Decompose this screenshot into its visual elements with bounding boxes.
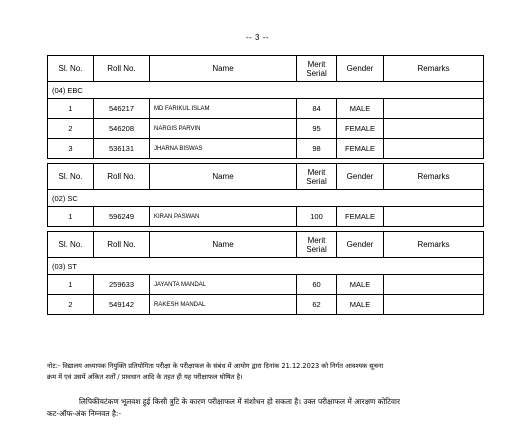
cell-sl-no: 3 [48, 139, 94, 159]
cell-remarks [384, 139, 484, 159]
results-table [47, 55, 484, 315]
header-gender: Gender [337, 164, 384, 190]
header-merit-line2: Serial [306, 176, 327, 186]
cell-sl-no: 1 [48, 99, 94, 119]
cell-gender: FEMALE [337, 139, 384, 159]
cell-remarks [384, 119, 484, 139]
cell-name: RAKESH MANDAL [150, 295, 297, 315]
table-row [48, 207, 484, 227]
header-remarks: Remarks [384, 56, 484, 82]
cell-roll-no: 546208 [94, 119, 150, 139]
cell-sl-no: 1 [48, 207, 94, 227]
cell-name: JAYANTA MANDAL [150, 275, 297, 295]
header-roll-no: Roll No. [94, 164, 150, 190]
header-gender: Gender [337, 232, 384, 258]
cell-remarks [384, 295, 484, 315]
cell-merit-serial: 84 [297, 99, 337, 119]
header-merit-serial [297, 232, 337, 258]
category-row [48, 258, 484, 275]
category-label: (04) EBC [48, 82, 484, 99]
cell-gender: FEMALE [337, 207, 384, 227]
cell-name: KIRAN PASWAN [150, 207, 297, 227]
cell-gender: MALE [337, 99, 384, 119]
header-merit-line1: Merit [307, 167, 326, 177]
header-merit-line2: Serial [306, 244, 327, 254]
category-row [48, 190, 484, 207]
category-label: (02) SC [48, 190, 484, 207]
note-text [47, 361, 487, 383]
header-merit-serial [297, 164, 337, 190]
note-line-1: नोट:- विद्यालय अध्यापक नियुक्ति प्रतियोगिता परीक्षा के परीक्षाफल के संबंध में आयोग द्वारा दिनांक 21.12.2023 को निर्गत आवश्यक सूचना [47, 362, 384, 370]
cell-gender: MALE [337, 295, 384, 315]
cell-merit-serial: 60 [297, 275, 337, 295]
header-row [48, 164, 484, 190]
header-roll-no: Roll No. [94, 232, 150, 258]
footer-line-1: लिपिकीयटंकण भूलवश हुई किसी त्रुटि के कारण परीक्षाफल में संशोधन हो सकता है। उक्त परीक्षाफल में आरक्षण कोटिवार [79, 397, 400, 406]
footer-line-2: कट-ऑफ-अंक निम्नवत है:- [47, 409, 122, 418]
header-sl-no: Sl. No. [48, 232, 94, 258]
cell-merit-serial: 62 [297, 295, 337, 315]
table-row [48, 119, 484, 139]
cell-remarks [384, 99, 484, 119]
cell-sl-no: 2 [48, 119, 94, 139]
table-row [48, 275, 484, 295]
header-row [48, 232, 484, 258]
cell-remarks [384, 275, 484, 295]
cell-merit-serial: 98 [297, 139, 337, 159]
footer-text [47, 396, 487, 420]
header-roll-no: Roll No. [94, 56, 150, 82]
header-name: Name [150, 232, 297, 258]
header-merit-serial [297, 56, 337, 82]
category-label: (03) ST [48, 258, 484, 275]
cell-roll-no: 536131 [94, 139, 150, 159]
category-row [48, 82, 484, 99]
cell-sl-no: 1 [48, 275, 94, 295]
cell-remarks [384, 207, 484, 227]
header-remarks: Remarks [384, 164, 484, 190]
cell-merit-serial: 95 [297, 119, 337, 139]
note-line-2: क्रम में एवं उसमें अंकित शर्तों / प्रावधान आदि के तहत ही यह परीक्षाफल घोषित है। [47, 373, 243, 381]
header-name: Name [150, 56, 297, 82]
cell-sl-no: 2 [48, 295, 94, 315]
header-row [48, 56, 484, 82]
results-table-body [48, 56, 484, 315]
cell-gender: MALE [337, 275, 384, 295]
header-sl-no: Sl. No. [48, 56, 94, 82]
cell-roll-no: 546217 [94, 99, 150, 119]
cell-name: JHARNA BISWAS [150, 139, 297, 159]
table-row [48, 99, 484, 119]
cell-merit-serial: 100 [297, 207, 337, 227]
cell-roll-no: 259633 [94, 275, 150, 295]
cell-name: MD FARIKUL ISLAM [150, 99, 297, 119]
table-row [48, 295, 484, 315]
header-merit-line2: Serial [306, 68, 327, 78]
header-gender: Gender [337, 56, 384, 82]
header-merit-line1: Merit [307, 235, 326, 245]
header-name: Name [150, 164, 297, 190]
table-row [48, 139, 484, 159]
cell-gender: FEMALE [337, 119, 384, 139]
cell-name: NARGIS PARVIN [150, 119, 297, 139]
cell-roll-no: 596249 [94, 207, 150, 227]
header-sl-no: Sl. No. [48, 164, 94, 190]
page-number: -- 3 -- [245, 33, 270, 42]
header-merit-line1: Merit [307, 59, 326, 69]
cell-roll-no: 549142 [94, 295, 150, 315]
header-remarks: Remarks [384, 232, 484, 258]
